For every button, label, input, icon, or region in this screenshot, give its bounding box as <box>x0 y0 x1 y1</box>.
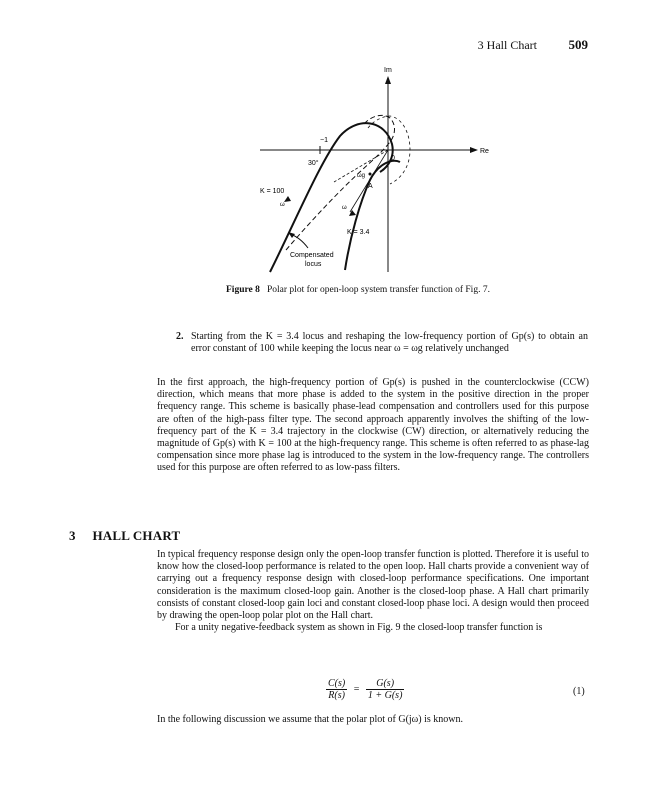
minus-one-label: −1 <box>320 137 328 144</box>
omega-arrow-left <box>284 196 291 202</box>
k100-label: K = 100 <box>260 188 285 195</box>
axis-im-label: Im <box>384 67 392 74</box>
imaginary-axis-arrow <box>385 76 391 84</box>
page-number: 509 <box>568 37 588 52</box>
list-item-number: 2. <box>176 331 184 342</box>
point-a-marker <box>369 173 372 176</box>
equation-lhs-numerator: C(s) <box>328 678 346 689</box>
body-paragraph-2: In typical frequency response design only the open-loop transfer function is plotted. Therefore it is useful to know how the closed-loop performance is related to the open loop. Hall charts provide a convenient way of carrying out a frequency response design with closed-loop performance specifications. One important consideration is the maximum closed-loop gain. Another is the closed-loop phase. A Hall chart primarily consists of constant closed-loop gain loci and constant closed-loop phase loci. A design would then proceed by drawing the open-loop polar plot on the Hall chart. <box>157 549 589 622</box>
compensated-label-line1: Compensated <box>290 252 334 259</box>
angle-line-1 <box>350 150 388 212</box>
section-heading <box>69 528 180 544</box>
equation-lhs-denominator: R(s) <box>328 690 345 701</box>
body-paragraph-1: In the first approach, the high-frequency portion of Gp(s) is pushed in the counterclockwise (CCW) direction, which means that more phase is added to the system in the positive direction in the proper frequency range. This scheme is basically phase-lead compensation and controllers used for this purpose are often of the high-pass filter type. The second approach apparently involves the shifting of the low-frequency part of the K = 3.4 trajectory in the clockwise (CW) direction, or alternatively reducing the magnitude of Gp(s) with K = 100 at the high-frequency range. This scheme is often referred to as phase-lag compensation since more phase lag is introduced to the system in the low-frequency range. The controllers used for this purpose are often referred to as low-pass filters. <box>157 377 589 474</box>
point-a-label: A <box>368 183 373 190</box>
equation-1 <box>326 678 404 708</box>
equation-number: (1) <box>573 686 585 697</box>
header-section-title: 3 Hall Chart <box>477 38 537 52</box>
equation-lhs <box>326 678 347 701</box>
figure-caption-text: Polar plot for open-loop system transfer function of Fig. 7. <box>267 285 490 295</box>
figure-caption <box>226 285 556 295</box>
figure-caption-label: Figure 8 <box>226 285 260 295</box>
omega-g-label: ωg <box>357 173 366 179</box>
k34-locus <box>345 161 400 270</box>
axis-re-label: Re <box>480 148 489 155</box>
real-axis-arrow <box>470 147 478 153</box>
origin-label: 0 <box>391 155 395 162</box>
polar-plot-svg <box>250 62 510 284</box>
list-item-text: Starting from the K = 3.4 locus and reshaping the low-frequency portion of Gp(s) to obtain an error constant of 100 while keeping the locus near ω = ωg relatively unchanged <box>191 331 588 354</box>
omega-arrow-right <box>349 210 356 216</box>
k34-label: K = 3.4 <box>347 229 370 236</box>
running-header <box>0 38 647 54</box>
numbered-list-item <box>176 331 588 355</box>
body-paragraph-3: For a unity negative-feedback system as shown in Fig. 9 the closed-loop transfer function is <box>175 622 543 634</box>
omega-label-right: ω <box>342 205 347 211</box>
compensated-label-line2: locus <box>305 261 322 268</box>
body-paragraph-4: In the following discussion we assume that the polar plot of G(jω) is known. <box>157 714 463 725</box>
equation-rhs <box>366 678 405 701</box>
section-title: HALL CHART <box>92 528 181 543</box>
angle-label: 30° <box>308 160 319 167</box>
equation-rhs-numerator: G(s) <box>366 678 405 690</box>
equation-equals: = <box>353 684 360 695</box>
compensated-pointer-head <box>288 232 295 238</box>
section-number: 3 <box>69 528 76 543</box>
equation-rhs-denominator: 1 + G(s) <box>367 690 403 701</box>
omega-label-left: ω <box>280 202 285 208</box>
polar-plot-figure <box>250 62 510 284</box>
body-paragraph-group <box>157 549 589 634</box>
